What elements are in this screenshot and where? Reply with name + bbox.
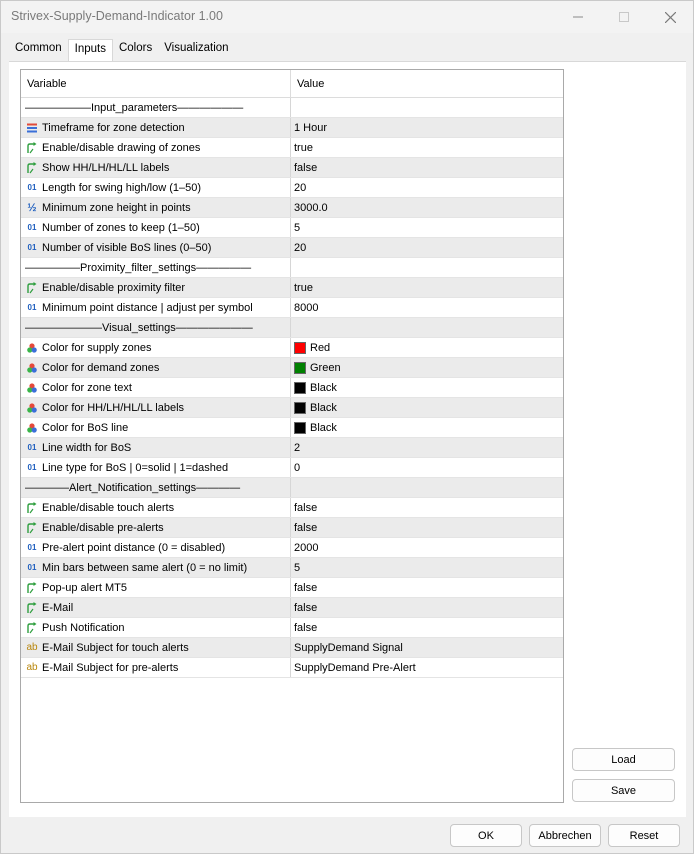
value-cell[interactable]	[291, 518, 563, 537]
value-text: Red	[310, 341, 331, 354]
variable-cell[interactable]	[21, 138, 291, 157]
variable-cell[interactable]	[21, 498, 291, 517]
table-row[interactable]	[21, 458, 563, 478]
timeframe-icon	[25, 121, 39, 135]
variable-cell[interactable]	[21, 218, 291, 237]
color-swatch	[294, 382, 306, 394]
color-swatch	[294, 342, 306, 354]
bool-arrow-icon	[25, 601, 39, 615]
variable-cell[interactable]	[21, 458, 291, 477]
variable-label: Color for zone text	[42, 381, 132, 394]
section-label: —————Proximity_filter_settings—————	[25, 261, 252, 274]
value-cell[interactable]	[291, 198, 563, 217]
variable-label: E-Mail	[42, 601, 74, 614]
table-section-row[interactable]	[21, 258, 563, 278]
bool-arrow-icon	[25, 161, 39, 175]
variable-label: Line width for BoS	[42, 441, 132, 454]
table-row[interactable]	[21, 198, 563, 218]
variable-label: Pop-up alert MT5	[42, 581, 127, 594]
inputs-table	[20, 69, 564, 803]
value-text: 0	[294, 461, 301, 474]
table-row[interactable]	[21, 298, 563, 318]
table-row[interactable]	[21, 638, 563, 658]
table-row[interactable]	[21, 598, 563, 618]
value-cell[interactable]	[291, 298, 563, 317]
value-cell[interactable]	[291, 418, 563, 437]
table-section-row[interactable]	[21, 478, 563, 498]
value-text: 5	[294, 561, 301, 574]
tab-inputs[interactable]: Inputs	[68, 39, 113, 61]
table-section-row[interactable]	[21, 98, 563, 118]
bool-arrow-icon	[25, 141, 39, 155]
value-cell	[291, 318, 563, 337]
variable-cell[interactable]	[21, 638, 291, 657]
value-cell[interactable]	[291, 358, 563, 377]
variable-label: Line type for BoS | 0=solid | 1=dashed	[42, 461, 229, 474]
value-text: 1 Hour	[294, 121, 328, 134]
section-label: ——————Input_parameters——————	[25, 101, 244, 114]
variable-cell[interactable]	[21, 578, 291, 597]
value-text: true	[294, 141, 313, 154]
variable-label: E-Mail Subject for pre-alerts	[42, 661, 179, 674]
value-cell[interactable]	[291, 238, 563, 257]
cancel-button[interactable]: Abbrechen	[529, 824, 601, 847]
variable-cell[interactable]	[21, 98, 291, 117]
value-cell[interactable]	[291, 658, 563, 677]
variable-label: Number of zones to keep (1–50)	[42, 221, 200, 234]
value-text: 8000	[294, 301, 319, 314]
value-cell[interactable]	[291, 158, 563, 177]
integer-icon: 01	[27, 543, 37, 552]
value-text: 3000.0	[294, 201, 328, 214]
value-cell[interactable]	[291, 558, 563, 577]
variable-cell[interactable]	[21, 118, 291, 137]
table-row[interactable]	[21, 558, 563, 578]
value-text: 20	[294, 241, 307, 254]
variable-cell[interactable]	[21, 258, 291, 277]
bool-arrow-icon	[25, 621, 39, 635]
variable-label: Enable/disable drawing of zones	[42, 141, 201, 154]
value-text: SupplyDemand Pre-Alert	[294, 661, 416, 674]
value-cell	[291, 478, 563, 497]
variable-cell[interactable]	[21, 538, 291, 557]
value-cell[interactable]	[291, 538, 563, 557]
value-text: false	[294, 601, 318, 614]
variable-cell[interactable]	[21, 238, 291, 257]
value-text: false	[294, 621, 318, 634]
value-cell[interactable]	[291, 338, 563, 357]
value-text: false	[294, 581, 318, 594]
color-icon	[25, 341, 39, 355]
value-text: false	[294, 161, 318, 174]
bool-arrow-icon	[25, 501, 39, 515]
variable-label: Timeframe for zone detection	[42, 121, 185, 134]
section-label: ———————Visual_settings———————	[25, 321, 253, 334]
value-text: false	[294, 521, 318, 534]
column-header-variable[interactable]: Variable	[21, 70, 291, 97]
value-cell[interactable]	[291, 178, 563, 197]
variable-label: Number of visible BoS lines (0–50)	[42, 241, 212, 254]
variable-cell[interactable]	[21, 278, 291, 297]
variable-label: Color for demand zones	[42, 361, 160, 374]
value-cell[interactable]	[291, 638, 563, 657]
integer-icon: 01	[27, 183, 37, 192]
string-icon: ab	[26, 642, 38, 653]
value-cell[interactable]	[291, 398, 563, 417]
value-text: SupplyDemand Signal	[294, 641, 403, 654]
value-text: Black	[310, 381, 337, 394]
table-row[interactable]	[21, 378, 563, 398]
color-icon	[25, 381, 39, 395]
color-swatch	[294, 402, 306, 414]
integer-icon: 01	[27, 443, 37, 452]
variable-label: Push Notification	[42, 621, 125, 634]
table-body	[21, 98, 563, 678]
table-row[interactable]	[21, 418, 563, 438]
tab-common[interactable]: Common	[15, 42, 62, 54]
integer-icon: 01	[27, 563, 37, 572]
value-cell[interactable]	[291, 438, 563, 457]
table-row[interactable]	[21, 278, 563, 298]
variable-label: Enable/disable proximity filter	[42, 281, 186, 294]
table-row[interactable]	[21, 118, 563, 138]
variable-cell[interactable]	[21, 198, 291, 217]
color-icon	[25, 361, 39, 375]
table-row[interactable]	[21, 158, 563, 178]
value-cell[interactable]	[291, 598, 563, 617]
title-bar[interactable]	[1, 1, 693, 33]
value-text: 2	[294, 441, 301, 454]
variable-cell[interactable]	[21, 478, 291, 497]
table-row[interactable]	[21, 438, 563, 458]
variable-label: Length for swing high/low (1–50)	[42, 181, 201, 194]
variable-cell[interactable]	[21, 398, 291, 417]
value-text: true	[294, 281, 313, 294]
variable-cell[interactable]	[21, 178, 291, 197]
value-text: 5	[294, 221, 301, 234]
variable-cell[interactable]	[21, 338, 291, 357]
value-text: Green	[310, 361, 341, 374]
table-header	[21, 70, 563, 98]
variable-label: E-Mail Subject for touch alerts	[42, 641, 189, 654]
value-cell[interactable]	[291, 378, 563, 397]
variable-cell[interactable]	[21, 358, 291, 377]
variable-cell[interactable]	[21, 318, 291, 337]
color-icon	[25, 421, 39, 435]
table-row[interactable]	[21, 138, 563, 158]
value-cell[interactable]	[291, 138, 563, 157]
integer-icon: 01	[27, 303, 37, 312]
variable-label: Minimum point distance | adjust per symbol	[42, 301, 253, 314]
value-text: false	[294, 501, 318, 514]
table-row[interactable]	[21, 578, 563, 598]
variable-cell[interactable]	[21, 438, 291, 457]
table-row[interactable]	[21, 238, 563, 258]
string-icon: ab	[26, 662, 38, 673]
section-label: ————Alert_Notification_settings————	[25, 481, 241, 494]
load-button[interactable]: Load	[572, 748, 675, 771]
variable-cell[interactable]	[21, 378, 291, 397]
reset-button[interactable]: Reset	[608, 824, 680, 847]
value-cell[interactable]	[291, 618, 563, 637]
variable-label: Enable/disable pre-alerts	[42, 521, 164, 534]
value-cell[interactable]	[291, 498, 563, 517]
variable-cell[interactable]	[21, 158, 291, 177]
table-row[interactable]	[21, 398, 563, 418]
bool-arrow-icon	[25, 521, 39, 535]
bool-arrow-icon	[25, 581, 39, 595]
value-cell[interactable]	[291, 278, 563, 297]
value-cell[interactable]	[291, 218, 563, 237]
integer-icon: 01	[27, 243, 37, 252]
value-text: 20	[294, 181, 307, 194]
tab-colors[interactable]: Colors	[118, 42, 153, 54]
ok-button[interactable]: OK	[450, 824, 522, 847]
table-row[interactable]	[21, 498, 563, 518]
variable-cell[interactable]	[21, 598, 291, 617]
value-text: 2000	[294, 541, 319, 554]
table-row[interactable]	[21, 538, 563, 558]
variable-cell[interactable]	[21, 618, 291, 637]
value-cell	[291, 258, 563, 277]
table-row[interactable]	[21, 338, 563, 358]
value-cell[interactable]	[291, 458, 563, 477]
maximize-icon[interactable]	[601, 1, 647, 33]
table-row[interactable]	[21, 618, 563, 638]
integer-icon: 01	[27, 463, 37, 472]
integer-icon: 01	[27, 223, 37, 232]
variable-label: Enable/disable touch alerts	[42, 501, 175, 514]
variable-cell[interactable]	[21, 418, 291, 437]
window-title: Strivex-Supply-Demand-Indicator 1.00	[11, 9, 223, 23]
color-icon	[25, 401, 39, 415]
table-row[interactable]	[21, 358, 563, 378]
minimize-icon[interactable]	[555, 1, 601, 33]
variable-label: Min bars between same alert (0 = no limit)	[42, 561, 248, 574]
variable-cell[interactable]	[21, 658, 291, 677]
column-header-value[interactable]: Value	[297, 78, 325, 90]
value-cell[interactable]	[291, 578, 563, 597]
value-cell	[291, 98, 563, 117]
variable-label: Minimum zone height in points	[42, 201, 191, 214]
value-cell[interactable]	[291, 118, 563, 137]
table-row[interactable]	[21, 178, 563, 198]
color-swatch	[294, 362, 306, 374]
bool-arrow-icon	[25, 281, 39, 295]
table-row[interactable]	[21, 518, 563, 538]
variable-cell[interactable]	[21, 518, 291, 537]
table-row[interactable]	[21, 658, 563, 678]
close-icon[interactable]	[647, 1, 693, 33]
table-section-row[interactable]	[21, 318, 563, 338]
table-row[interactable]	[21, 218, 563, 238]
variable-label: Show HH/LH/HL/LL labels	[42, 161, 170, 174]
value-text: Black	[310, 421, 337, 434]
value-text: Black	[310, 401, 337, 414]
variable-cell[interactable]	[21, 558, 291, 577]
tab-visualization[interactable]: Visualization	[164, 42, 229, 54]
variable-cell[interactable]	[21, 298, 291, 317]
variable-label: Color for BoS line	[42, 421, 129, 434]
variable-label: Color for HH/LH/HL/LL labels	[42, 401, 185, 414]
color-swatch	[294, 422, 306, 434]
tab-bar	[9, 39, 235, 61]
fraction-icon: ½	[27, 201, 37, 214]
variable-label: Pre-alert point distance (0 = disabled)	[42, 541, 226, 554]
save-button[interactable]: Save	[572, 779, 675, 802]
variable-label: Color for supply zones	[42, 341, 152, 354]
